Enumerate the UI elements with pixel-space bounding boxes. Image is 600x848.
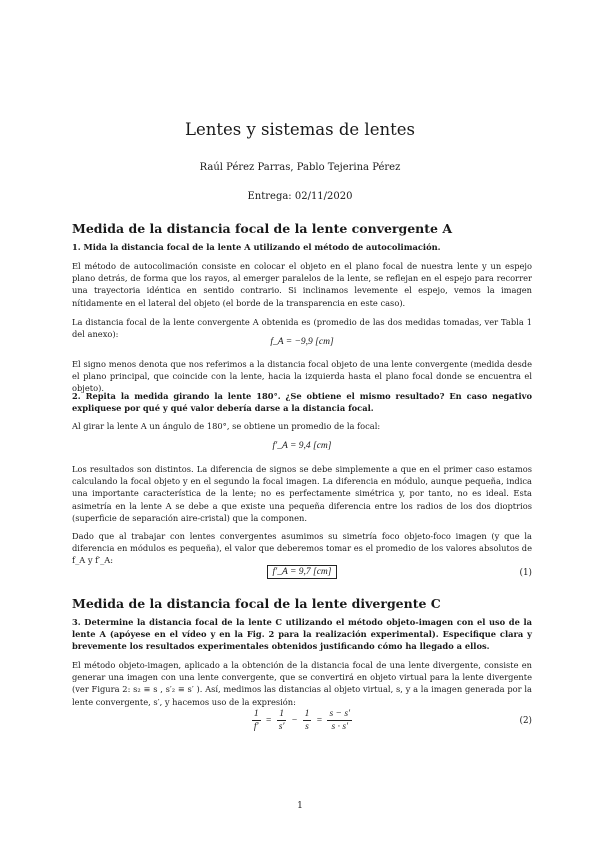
submission-date: Entrega: 02/11/2020 <box>247 191 353 202</box>
question-2: 2. Repita la medida girando la lente 180°. ¿Se obtiene el mismo resultado? En caso negativo expliquese por qué y qué valor debería darse a la distancia focal. <box>72 391 532 414</box>
equation-number-1: (1) <box>519 568 532 578</box>
section-heading-divergent: Medida de la distancia focal de la lente divergente C <box>72 596 441 611</box>
paper-title: Lentes y sistemas de lentes <box>185 120 415 139</box>
question-3: 3. Determine la distancia focal de la lente C utilizando el método objeto-imagen con el uso de la lente A (apóyese en el vídeo y en la Fig. 2 para la realización experimental). Especifique clara y brevemente los resultados experimentales obtenidos justificando cómo ha llegado a ellos. <box>72 617 532 652</box>
equation-lens-formula: $\frac{1}{f'}$ = $\frac{1}{s'}$ − $\frac{1}{s}$ = $\frac{s - s'}{s \cdot s'}$ <box>253 709 351 732</box>
fraction-b: $\frac{1}{s}$ <box>304 709 310 732</box>
equation-number-2: (2) <box>519 716 532 726</box>
page-number: 1 <box>297 801 303 811</box>
section-heading-convergent: Medida de la distancia focal de la lente convergente A <box>72 221 453 236</box>
paper-authors: Raúl Pérez Parras, Pablo Tejerina Pérez <box>199 162 401 173</box>
paragraph-average: Dado que al trabajar con lentes convergentes asumimos su simetría foco objeto-foco imagen (y que la diferencia en módulos es pequeña), el valor que deberemos tomar es el promedio de los valores absolutos de f_A y f′_A: <box>72 531 532 566</box>
paragraph-focal-result: La distancia focal de la lente convergente A obtenida es (promedio de las dos medidas tomadas, ver Tabla 1 del anexo): <box>72 317 532 340</box>
equation-fa-prime: f′_A = 9,4 [cm] <box>272 441 332 451</box>
boxed-focal-value: f′_A = 9,7 [cm] <box>267 565 338 579</box>
paragraph-object-image-method: El método objeto-imagen, aplicado a la obtención de la distancia focal de una lente divergente, consiste en generar una imagen con una lente convergente, que se convertirá en objeto virtual para la lente divergente (ver Figura 2: s₂ ≡ s , s′₂ ≡ s′ ). Así, medimos las distancias al objeto virtual, s, y a la imagen generada por la lente convergente, s′, y hacemos uso de la expresión: <box>72 660 532 707</box>
paragraph-asymmetry: Los resultados son distintos. La diferencia de signos se debe simplemente a que en el primer caso estamos calculando la focal objeto y en el segundo la focal imagen. La diferencia en módulo, aunque pequeña, indica una importante característica de la lente; no es perfectamente simétrica y, por tanto, no es ideal. Esta asimetría en la lente A se debe a que existe una pequeña diferencia entre los radios de los dos dioptrios (superficie de separación aire-cristal) que la componen. <box>72 464 532 523</box>
fraction-a: $\frac{1}{s'}$ <box>278 709 285 732</box>
fraction-lhs: $\frac{1}{f'}$ <box>253 709 259 732</box>
equation-boxed-result <box>72 565 532 579</box>
paragraph-sign-meaning: El signo menos denota que nos referimos a la distancia focal objeto de una lente convergente (medida desde el plano principal, que coincide con la lente, hacia la izquierda hasta el plano focal donde se encuentra el objeto). <box>72 359 532 394</box>
fraction-c: $\frac{s - s'}{s \cdot s'}$ <box>329 709 351 732</box>
equation-fa: f_A = −9,9 [cm] <box>270 337 334 347</box>
paragraph-autocollimation: El método de autocolimación consiste en colocar el objeto en el plano focal de nuestra lente y un espejo plano detrás, de forma que los rayos, al emerger paralelos de la lente, se reflejan en el espejo para recorrer una trayectoria idéntica en sentido contrario. Si inclinamos levemente el espejo, vemos la imagen nítidamente en el lateral del objeto (el borde de la transparencia en este caso). <box>72 261 532 308</box>
question-1: 1. Mida la distancia focal de la lente A utilizando el método de autocolimación. <box>72 242 441 252</box>
paragraph-rotate-lens: Al girar la lente A un ángulo de 180°, se obtiene un promedio de la focal: <box>72 421 381 431</box>
